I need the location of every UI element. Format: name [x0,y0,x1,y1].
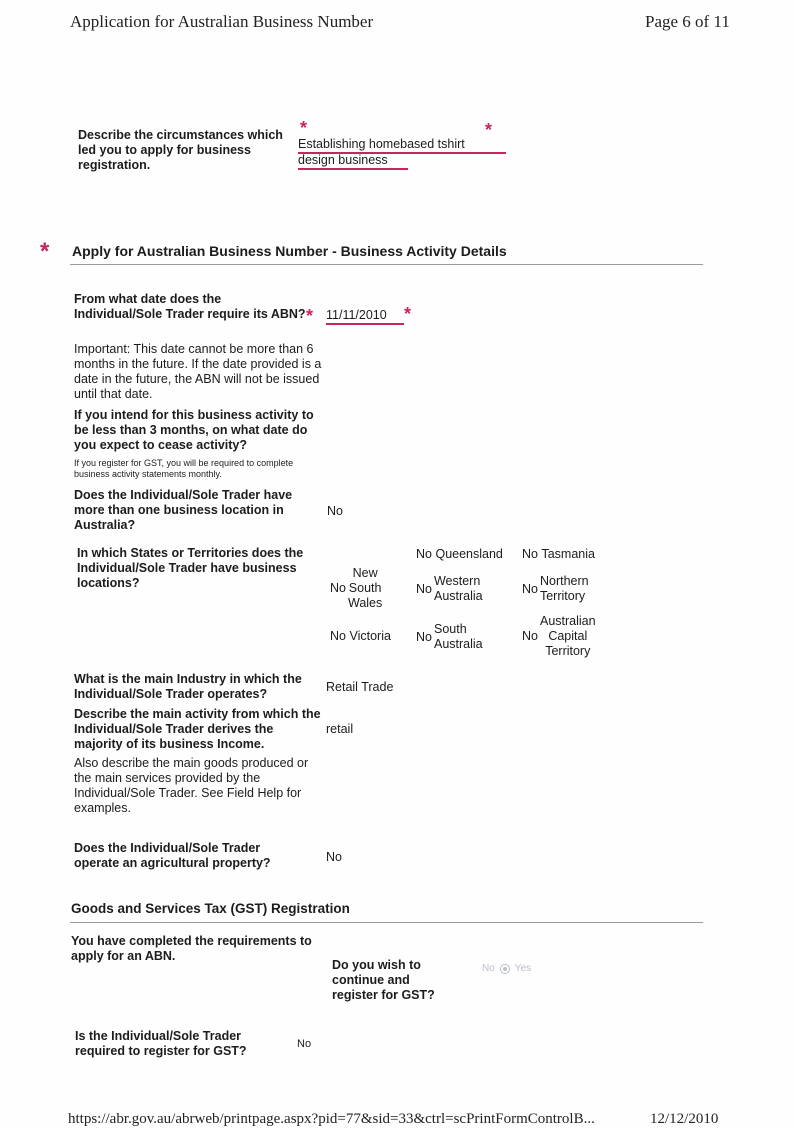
main-activity-answer: retail [326,722,354,736]
gst-required-question: Is the Individual/Sole Trader required to register for GST? [75,1029,247,1058]
start-date-question: From what date does the Individual/Sole Trader require its ABN? [74,292,306,321]
pen-star-mark: * [40,238,50,265]
section-title-gst: Goods and Services Tax (GST) Registration [71,901,350,916]
section-divider [70,922,703,923]
footer-url: https://abr.gov.au/abrweb/printpage.aspx?pid=77&sid=33&ctrl=scPrintFormControlB... [68,1111,595,1127]
pen-star-mark: * [485,120,493,140]
start-date-answer: 11/11/2010 [326,308,404,325]
gst-continue-options [482,963,531,974]
pen-star-mark: * [306,306,314,326]
state-new-south-wales: No New South Wales [330,566,383,610]
document-title: Application for Australian Business Number [70,12,374,31]
industry-answer: Retail Trade [326,680,394,694]
circumstances-question: Describe the circumstances which led you to apply for business registration. [78,128,283,172]
agricultural-answer: No [326,850,342,864]
gst-continue-question: Do you wish to continue and register for GST? [332,958,435,1002]
main-activity-note: Also describe the main goods produced or the main services provided by the Individual/Sole Trader. See Field Help for examples. [74,756,309,815]
state-northern-territory: No Northern Territory [522,574,589,603]
circumstances-answer-line2: design business [298,153,408,170]
state-western-australia: No Western Australia [416,574,483,603]
page-number: Page 6 of 11 [645,12,730,31]
industry-question: What is the main Industry in which the Individual/Sole Trader operates? [74,672,302,701]
gst-required-answer: No [297,1038,312,1050]
cease-date-question: If you intend for this business activity to be less than 3 months, on what date do you expect to cease activity? [74,408,314,452]
section-divider [70,264,703,265]
agricultural-question: Does the Individual/Sole Trader operate an agricultural property? [74,841,271,870]
state-tasmania: No Tasmania [522,547,595,561]
multiple-locations-answer: No [327,504,343,518]
gst-option-yes[interactable]: Yes [514,963,532,974]
cease-date-note: If you register for GST, you will be required to complete business activity statements monthly. [74,458,294,479]
section-title-business-activity: Apply for Australian Business Number - Business Activity Details [72,243,507,259]
state-queensland: No Queensland [416,547,503,561]
state-south-australia: No South Australia [416,622,483,651]
gst-option-no[interactable]: No [482,963,495,974]
locations-question: In which States or Territories does the Individual/Sole Trader have business locations? [77,546,304,590]
multiple-locations-question: Does the Individual/Sole Trader have more than one business location in Australia? [74,488,293,532]
radio-selected-icon[interactable] [500,964,510,974]
pen-star-mark: * [300,118,308,138]
pen-star-mark: * [404,304,412,324]
state-australian-capital-territory: No Australian Capital Territory [522,614,596,658]
state-victoria: No Victoria [330,629,391,643]
gst-completed-text: You have completed the requirements to apply for an ABN. [71,934,312,963]
main-activity-question: Describe the main activity from which the Individual/Sole Trader derives the majority of its business Income. [74,707,321,751]
start-date-note: Important: This date cannot be more than 6 months in the future. If the date provided is a date in the future, the ABN will not be issued until that date. [74,342,322,401]
circumstances-answer-line1: Establishing homebased tshirt [298,137,506,154]
footer-date: 12/12/2010 [650,1111,719,1127]
